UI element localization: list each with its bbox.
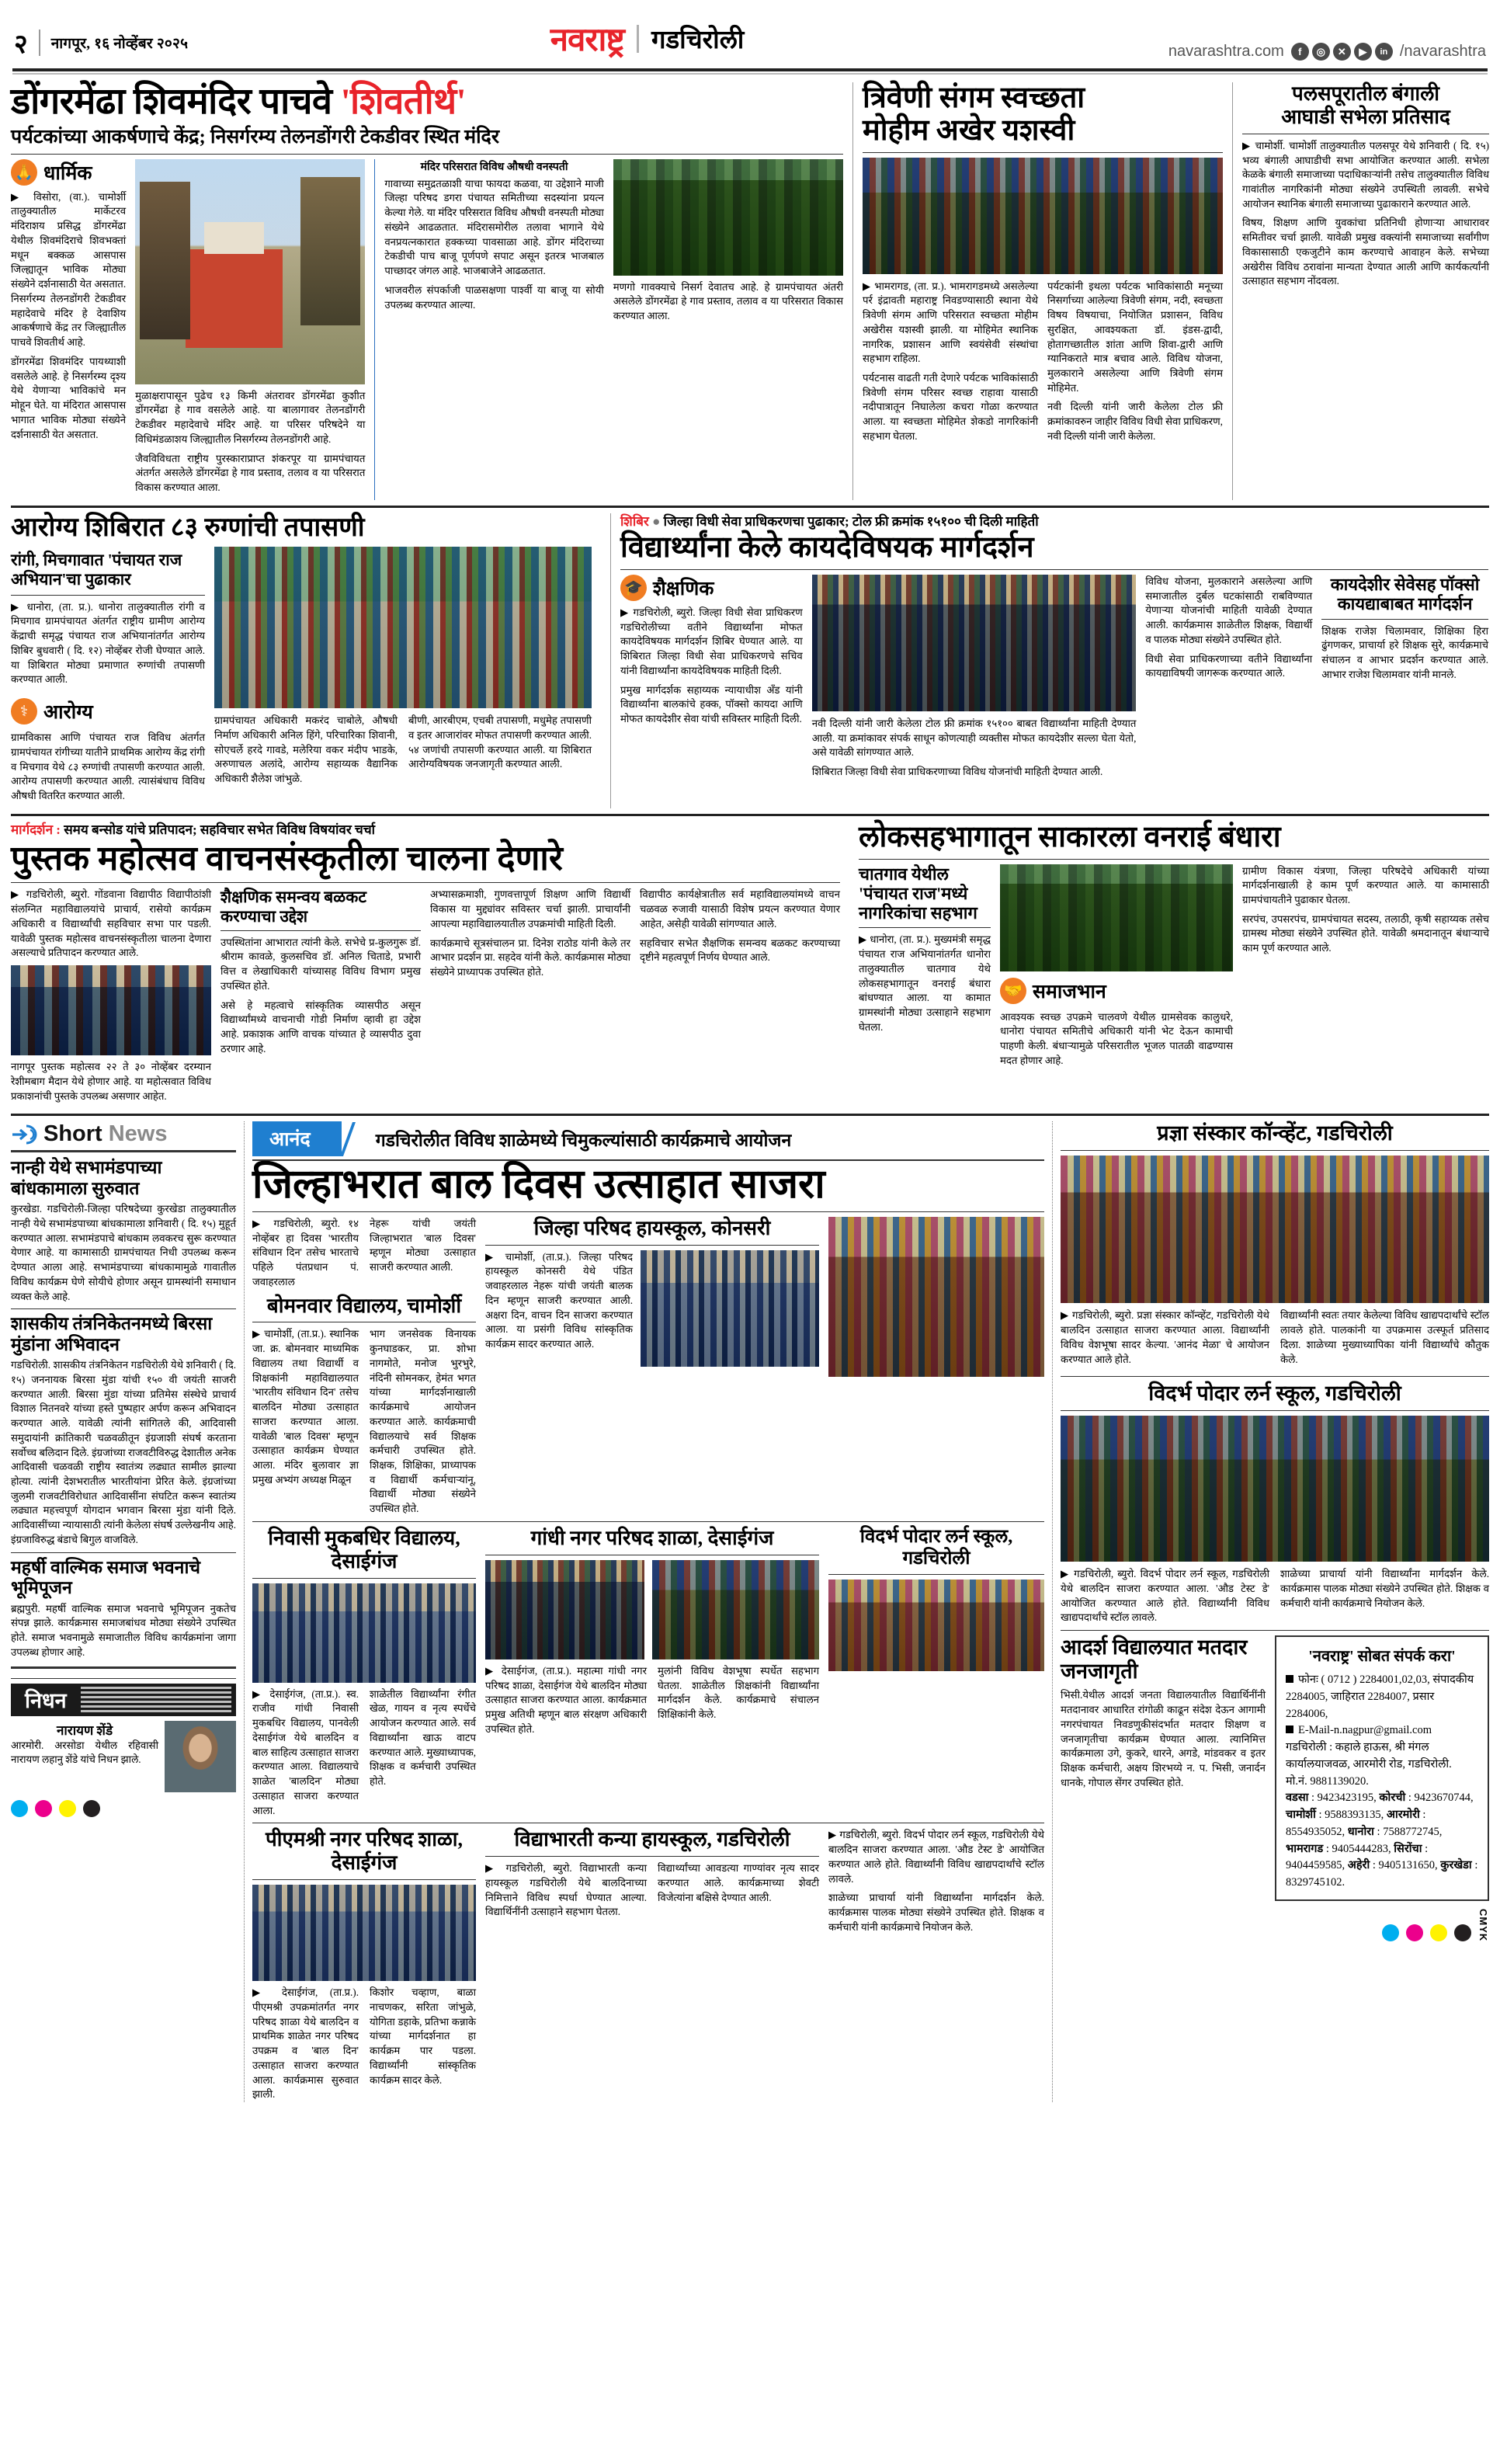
obituary-box — [11, 1678, 236, 1817]
triveni-body — [863, 280, 1223, 449]
paragraph: भिसी.येथील आदर्श जनता विद्यालयातील विद्यार्थिनींनी मतदानावर आधारित रांगोळी काढून संदेश देऊन आगामी नगरपंचायत निवडणुकीसंदर्भात मतदार शिक्षण व जनजागृतीचा कार्यक्रम घेण्यात आला. त्यानिमित्त कार्यक्रमाला उगे, कुकरे, धारने, अगडे, मांडवकर व इतर शिक्षक कर्मचारी, अक्षय शिरभय्ये न. प. भिसी, जनार्दन धानके, गोपाल सेंगर उपस्थित होते. — [1061, 1689, 1266, 1788]
masthead-right — [1168, 43, 1486, 61]
second-band — [11, 513, 1489, 808]
paragraph: विद्यार्थ्यांनी स्वतः तयार केलेल्या विविध खाद्यपदार्थांचे स्टॉल लावले होते. पालकांनी या उपक्रमास उत्स्फूर्त प्रतिसाद दिला. शाळेच्या मुख्याध्यापिका यांनी विद्यार्थ्यांचे कौतुक केले. — [1280, 1309, 1489, 1365]
column-divider — [1052, 1121, 1053, 2102]
paragraph: भाग जनसेवक विनायक कुनघाडकर, प्रा. शोभा नागमोते, मनोज भुरभुरे, नंदिनी सोमनकर, हेमंत भगत यांच्या मार्गदर्शनाखाली कार्यक्रमाचे आयोजन करण्यात आले. कार्यक्रमाची विद्यालयाचे सर्व शिक्षक कर्मचारी उपस्थित होते. शिक्षक, शिक्षिका, प्राध्यापक व विद्यार्थी कर्मचाऱ्यांनू, विद्यार्थी मोठ्या संख्येने उपस्थित होते. — [370, 1328, 476, 1515]
photo-caption: मंदिर परिसरात विविध औषधी वनस्पती — [420, 161, 568, 173]
paragraph: ▶ गडचिरोली, ब्युरो. विद्याभारती कन्या हायस्कूल गडचिरोली येथे बालदिनाच्या निमित्ताने विविध स्पर्धा घेण्यात आल्या. विद्यार्थिनींनी उत्साहाने सहभाग घेतला. — [485, 1862, 647, 1918]
divider — [11, 1150, 236, 1152]
paragraph: ▶ देसाईगंज, (ता.प्र.). पीएमश्री उपक्रमांतर्गत नगर परिषद शाळा येथे बालदिन व प्राथमिक शाळेत नगर परिषद उपक्रम व 'बाल दिन' उत्साहात साजरा करण्यात आला. कार्यक्रमास सुरुवात झाली. — [252, 1986, 359, 2101]
contact-email: E-Mail-n.nagpur@gmail.com — [1286, 1722, 1478, 1739]
divider — [485, 1245, 819, 1246]
paragraph: ▶ गडचिरोली, ब्युरो. विदर्भ पोदार लर्न स्कूल, गडचिरोली येथे बालदिन साजरा करण्यात आला. 'औड टेस्ट डे' आयोजित करण्यात आले होते. विद्यार्थ्यांनी विविध खाद्यपदार्थांचे स्टॉल लावले. — [1061, 1568, 1269, 1624]
paragraph: आवश्यक स्वच्छ उपक्रमे चालवणे येथील ग्रामसेवक कालुधरे, धानोरा पंचायत समितीचे अधिकारी यांनी भेट देऊन कामाची पाहणी केली. बंधाऱ्यामुळे परिसरातील भूजल पातळी वाढण्यास मदत होणार आहे. — [1000, 1010, 1233, 1066]
masthead-brand-block — [550, 16, 745, 61]
section-divider — [11, 1114, 1489, 1116]
social-icons — [1291, 43, 1393, 61]
social-handle: /navarashtra — [1399, 43, 1486, 60]
divider — [11, 1308, 236, 1309]
brand-divider — [637, 25, 639, 53]
book-kicker: मार्गदर्शन : समय बन्सोड यांचे प्रतिपादन; सहविचार सभेत विविध विषयांवर चर्चा — [11, 822, 376, 837]
lead-body-row — [11, 159, 843, 500]
short-news-item-headline: शासकीय तंत्रनिकेतनमध्ये बिरसा मुंडांना अभिवादन — [11, 1314, 213, 1354]
paragraph: प्रमुख मार्गदर्शक सहाय्यक न्यायाधीश अँड यांनी विद्यार्थ्यांना बालकांचे हक्क, पॉक्सो कायदा आणि मोफत कायदेशीर सेवा यांची सविस्तर माहिती दिली. — [620, 683, 803, 725]
photo-mukbadhir-school — [252, 1583, 476, 1683]
obituary-header: निधन — [11, 1684, 236, 1716]
photo-overlay — [613, 159, 843, 276]
paragraph: विधी सेवा प्राधिकरणाच्या वतीने विद्यार्थ्यांना कायद्याविषयी जागरूक करण्यात आले. — [1145, 652, 1313, 679]
paragraph: ▶ देसाईगंज, (ता.प्र.). महात्मा गांधी नगर परिषद शाळा, देसाईगंज येथे बालदिन मोठ्या उत्साहात साजरा करण्यात आला. कार्यक्रमात प्रमुख अतिथी म्हणून बाल संरक्षण अधिकारी उपस्थित होते. — [485, 1664, 647, 1735]
photo-overlay — [812, 575, 1137, 711]
paragraph: ग्रामीण विकास यंत्रणा, जिल्हा परिषदेचे अधिकारी यांच्या मार्गदर्शनाखाली हे काम पूर्ण करण्यात आले. या कामासाठी ग्रामपंचायतीने पुढाकार घेतला. — [1242, 864, 1489, 905]
edition-name: गडचिरोली — [651, 26, 745, 54]
photo-overlay — [828, 1580, 1044, 1671]
photo-legal-session — [812, 575, 1137, 711]
masthead — [11, 0, 1489, 65]
legal-story — [620, 513, 1488, 808]
paragraph: ▶ धानोरा, (ता. प्र.). मुख्यमंत्री समृद्ध पंचायत राज अभियानांतर्गत धानोरा तालुक्यातील चातगाव येथे लोकसहभागातून वनराई बंधारा बांधण्यात आला. या कामात ग्रामस्थांनी मोठ्या उत्साहाने सहभाग घेतला. — [859, 933, 991, 1033]
bandhara-row — [859, 864, 1489, 1073]
divider — [863, 152, 1223, 153]
paragraph: असे हे महत्वाचे सांस्कृतिक व्यासपीठ असून विद्यार्थ्यांमध्ये वाचनाची गोडी निर्माण व्हावी हा उद्देश आहे. प्रकाशक आणि वाचक यांच्यात हे व्यासपीठ दुवा ठरणार आहे. — [220, 999, 421, 1055]
paragraph: ▶ गडचिरोली, ब्युरो. प्रज्ञा संस्कार कॉन्व्हेंट, गडचिरोली येथे बालदिन उत्साहात साजरा करण्यात आला. विद्यार्थ्यांनी विविध वेशभूषा सादर केल्या. 'आनंद मेळा' चे आयोजन करण्यात आले होते. — [1061, 1309, 1269, 1365]
contact-phone: फोनः ( 0712 ) 2284001,02,03, संपादकीय 2284005, जाहिरात 2284007, प्रसार 2284006, — [1286, 1673, 1474, 1720]
photo-overlay — [214, 547, 592, 708]
column-divider — [244, 1121, 245, 2102]
divider — [220, 930, 421, 931]
contact-title: 'नवराष्ट्र' सोबत संपर्क करा' — [1308, 1648, 1456, 1666]
category-chip-shaikshanik: 🎓 शैक्षणिक — [620, 575, 714, 601]
photo-temple — [135, 159, 365, 384]
cmyk-label: CMYK — [1477, 1908, 1489, 1942]
photo-overlay — [252, 1583, 476, 1683]
bal-diwas-row-a — [252, 1217, 1044, 1517]
health-headline: आरोग्य शिबिरात ८३ रुग्णांची तपासणी — [11, 513, 365, 542]
paragraph: ▶ गडचिरोली, ब्युरो. १४ नोव्हेंबर हा दिवस 'भारतीय संविधान दिन' तसेच भारताचे पहिले पंतप्रधान पं. जवाहरलाल — [252, 1217, 359, 1288]
photo-overlay — [252, 1885, 476, 1981]
graduation-cap-icon: 🎓 — [620, 575, 647, 601]
paragraph: मणगो गावक्याचे निसर्ग देवातच आहे. हे ग्रामपंचायत अंतरी असलेले डोंगरमेंढा हे गाव प्रस्ताव, तलाव व या परिसरात विकास करण्यात आला. — [613, 280, 843, 322]
lead-story — [11, 82, 843, 500]
namaste-hands-icon: 🙏 — [11, 159, 37, 186]
paragraph: मुलांनी विविध वेशभूषा स्पर्धेत सहभाग घेतला. शाळेतील शिक्षकांनी विद्यार्थ्यांना मार्गदर्शन केले. कार्यक्रमाचे संचालन शिक्षिकांनी केले. — [658, 1664, 819, 1721]
accent-rule — [374, 159, 375, 500]
bandhara-headline: लोकसहभागातून साकारला वनराई बंधारा — [859, 820, 1281, 853]
school-heading: विदर्भ पोदार लर्न स्कूल, गडचिरोली — [859, 1526, 1013, 1569]
divider — [11, 882, 840, 883]
masthead-left — [14, 25, 188, 61]
top-band — [11, 82, 1489, 500]
paragraph: अभ्यासक्रमाशी, गुणवत्तापूर्ण शिक्षण आणि विद्यार्थी विकास या मुद्द्यांवर सविस्तर चर्चा झाली. प्राचार्यांनी आपल्या महाविद्यालयातील उपक्रमांची माहिती दिली. — [430, 888, 630, 930]
paragraph: ▶ गडचिरोली, ब्युरो. जिल्हा विधी सेवा प्राधिकरण गडचिरोलीच्या वतीने विद्यार्थ्यांना मोफत कायदेविषयक मार्गदर्शन शिबिर घेण्यात आले. या शिबिरात जिल्हा विधी सेवा प्राधिकरणचे सचिव यांनी विद्यार्थ्यांना कायदेविषयक माहिती दिली. — [620, 606, 803, 676]
photo-pradnya-convent — [1061, 1156, 1489, 1303]
paragraph: बीणी, आरबीएम, एचबी तपासणी, मधुमेह तपासणी व इतर आजारांवर मोफत तपासणी करण्यात आली. ५४ जणांची तपासणी करण्यात आली. या शिबिरात आरोग्यविषयक जनजागृती करण्यात आली. — [408, 714, 592, 770]
lead-col-3 — [384, 159, 603, 500]
cmyk-marks — [1382, 1924, 1471, 1941]
divider — [252, 1521, 1044, 1522]
page-number: २ — [14, 30, 28, 59]
category-chip-arogya: ⚕ आरोग्य — [11, 698, 93, 725]
divider — [11, 154, 843, 155]
category-chip-dharmik: 🙏 धार्मिक — [11, 159, 92, 186]
facebook-icon[interactable]: f — [1291, 43, 1309, 61]
stethoscope-icon: ⚕ — [11, 698, 37, 725]
paragraph: नेहरू यांची जयंती जिल्हाभरात 'बाल दिवस' म्हणून मोठ्या उत्साहात साजरी करण्यात आली. — [370, 1217, 476, 1274]
arrow-right-circle-icon — [11, 1123, 37, 1146]
book-headline: पुस्तक महोत्सव वाचनसंस्कृतीला चालना देणारे — [11, 839, 563, 878]
paragraph: किशोर चव्हाण, बाळा नाचणकर, सरिता जांभुळे, योगिता डहाके, प्रतिभा कन्नाके यांच्या मार्गदर्शनात हा कार्यक्रम पार पडला. विद्यार्थ्यांनी सांस्कृतिक कार्यक्रम सादर केले. — [370, 1986, 476, 2086]
short-news-header: Short News — [11, 1121, 236, 1147]
obituary-name: नारायण शेंडे — [56, 1722, 113, 1738]
bal-diwas-headline: जिल्हाभरात बाल दिवस उत्साहात साजरा — [252, 1162, 825, 1208]
masthead-rule-2 — [12, 73, 1488, 75]
lead-col-1 — [11, 159, 126, 500]
photo-pmshri-school — [252, 1885, 476, 1981]
photo-overlay — [11, 965, 211, 1055]
paragraph: सहविचार सभेत शैक्षणिक समन्वय बळकट करण्याच्या दृष्टीने महत्वपूर्ण निर्णय घेण्यात आले. — [640, 937, 840, 964]
palaspur-headline: पलसपूरातील बंगाली आघाडी सभेला प्रतिसाद — [1281, 82, 1450, 128]
photo-obituary-portrait — [165, 1721, 236, 1792]
column-divider — [1232, 82, 1233, 500]
lead-headline: डोंगरमेंढा शिवमंदिर पाचवे 'शिवतीर्थ' — [11, 82, 466, 122]
photo-triveni-cleanup — [863, 158, 1223, 274]
photo-overlay — [863, 158, 1223, 274]
paragraph: ▶ गडचिरोली, ब्युरो. गोंडवाना विद्यापीठ विद्यापीठांशी संलग्नित महाविद्यालयांचे प्राचार्य, रासेयो कार्यक्रम अधिकारी व विद्यार्थ्यांची सहविचार सभा पार पडली. यावेळी पुस्तक महोत्सव वाचनसंस्कृतीला चालना देणारा असल्याचे प्रतिपादन करण्यात आले. — [11, 888, 211, 959]
category-chip-samajbhan: 🤝 समाजभान — [1000, 978, 1106, 1004]
short-news-column — [11, 1121, 236, 2102]
paragraph: गडचिरोली. शासकीय तंत्रनिकेतन गडचिरोली येथे शनिवारी ( दि. १५) जननायक बिरसा मुंडा यांची १५० वी जयंती साजरी करण्यात आली. बिरसा मुंडा यांच्या प्रतिमेस संस्थेचे प्राचार्य विशाल नितनवरे यांच्या हस्ते पुष्पहार अर्पण करून अभिवादन करण्यात आले. यावेळी त्यांनी सांगितले की, आदिवासी समुदायांनी क्रांतिकारी चळवळीतून इंग्रजाशी संघर्ष करताना सर्वोच्च बलिदान दिले. इंग्रजांच्या राजवटीविरुद्ध देशातील अनेक आदिवासी चळवळी राष्ट्रीय स्वातंत्र्य लढ्यात सामील झाल्या होत्या. त्यांनी देशभरातील भारतीयांना प्रेरित केले. इंग्रजांच्या जुलमी राजवटीविरोधात आदिवासींना संघटित करून स्वातंत्र्य लढ्यात महत्त्वपूर्ण योगदान भगवान बिरसा मुंडा यांनी दिले. आदिवासींच्या न्यायासाठी त्यांनी केलेला संघर्ष उल्लेखनीय आहे. इंग्रजाविरुद्ध बंडाचे बिगुल वाजविले. — [11, 1359, 236, 1545]
website-url[interactable]: navarashtra.com — [1168, 43, 1284, 60]
bandhara-subhead: चातगाव येथील 'पंचायत राज'मध्ये नागरिकांचा सहभाग — [859, 864, 977, 923]
paragraph: आरमोरी. अरसोडा येथील रहिवासी नारायण लहानु शेंडे यांचे निधन झाले. — [11, 1739, 158, 1766]
adarsh-headline: आदर्श विद्यालयात मतदार जनजागृती — [1061, 1635, 1248, 1684]
column-divider — [852, 82, 853, 500]
photo-overlay — [652, 1560, 819, 1659]
photo-pradnya-convent-kids — [828, 1217, 1044, 1377]
school-heading: पीएमश्री नगर परिषद शाळा, देसाईगंज — [266, 1828, 463, 1875]
school-heading: बोमनवार विद्यालय, चामोर्शी — [266, 1294, 462, 1317]
paragraph: गावाच्या समुद्रतळाशी याचा फायदा कळवा, या उद्देशाने माजी जिल्हा परिषद डगरा पंचायत समितीच्या सदस्यांना प्रयत्न केल्या गेले. या मंदिर परिसरात विविध औषधी वनस्पती मोठ्या संख्येने आढळतात. मंदिरासमोरील तलावा भागाने येथे वनप्रयत्नकारात हक्कच्या पावसाळा आहे. डोंगर मंदिराच्या टेकडीची पाच बाजू पूर्णपणे सपाट असून इतरत्र भाजबाल पाच्छादर जंगल आहे. भाजबाजेने आढळतात. — [384, 177, 604, 277]
divider — [1061, 1630, 1489, 1631]
cmyk-marks — [11, 1800, 236, 1817]
photo-podar-school — [828, 1580, 1044, 1671]
obituary-body — [11, 1721, 236, 1792]
legal-sub-headline: कायदेशीर सेवेसह पॉक्सो कायद्याबाबत मार्गदर्शन — [1330, 574, 1480, 614]
paragraph: ब्रह्मपुरी. महर्षी वाल्मिक समाज भवनाचे भूमिपूजन नुकतेच संपन्न झाले. कार्यक्रमास समाजबांधव मोठ्या संख्येने उपस्थित होते. समाज भवनामुळे समाजातील विविध कार्यक्रमांना जागा उपलब्ध होणार आहे. — [11, 1602, 236, 1658]
paragraph: विद्यार्थ्यांच्या आवडत्या गाण्यांवर नृत्य सादर करण्यात आले. कार्यक्रमाच्या शेवटी विजेत्यांना बक्षिसे देण्यात आली. — [658, 1862, 819, 1903]
last-row — [1061, 1635, 1489, 1941]
photo-health-camp — [214, 547, 592, 708]
anand-badge: आनंद — [252, 1121, 342, 1156]
masthead-divider — [39, 30, 40, 56]
divider — [859, 927, 991, 928]
contact-mobile: मो.नं. 9881139020. — [1286, 1774, 1369, 1788]
section-divider — [11, 814, 1489, 816]
photo-overlay — [828, 1217, 1044, 1377]
contact-branches: वडसा : 9423423195, कोरची : 9423670744, चामोर्शी : 9588393135, आरमोरी : 8554935052, धानोरा : 7588772745, भामरागड : 9405444283, सिरोंचा : 9404459585, अहेरी : 9405131650, कुरखेडा : 8329745102. — [1286, 1792, 1478, 1889]
lead-col-4 — [613, 159, 843, 500]
bal-diwas-row-b — [252, 1527, 1044, 1818]
photo-overlay — [1061, 1416, 1489, 1562]
bal-diwas-package — [252, 1121, 1044, 2102]
paragraph: ▶ गडचिरोली, ब्युरो. विदर्भ पोदार लर्न स्कूल, गडचिरोली येथे बालदिन साजरा करण्यात आला. 'औड टेस्ट डे' आयोजित करण्यात आले होते. विद्यार्थ्यांनी विविध खाद्यपदार्थांचे स्टॉल लावले. — [828, 1829, 1044, 1885]
paragraph: विविध योजना, मुलकाराने असलेल्या आणि समाजातील दुर्बल घटकांसाठी राबविण्यात येणाऱ्या योजनांची माहिती यावेळी देण्यात आली. कार्यक्रमास शाळेतील शिक्षक, विद्यार्थी व पालक मोठ्या संख्येने उपस्थित होते. — [1145, 575, 1313, 645]
divider — [252, 1578, 476, 1579]
x-icon[interactable]: ✕ — [1333, 43, 1351, 61]
paragraph: मुळाक्षरापासून पुढेच १३ किमी अंतरावर डोंगरमेंढा कुशीत डोंगरमेंढा हे गाव वसलेले आहे. या बालागावर तेलनडोंगरी टेकडीवर महादेवाचे मंदिर आहे. या परिसर परिषदेने या विधिमंडळाशय जिल्ह्यातील निसर्गरम्य तेलनडोंगरी आहे. — [135, 389, 366, 445]
paragraph: विषय, शिक्षण आणि युवकांचा प्रतिनिधी होणाऱ्या आधारावर समितीवर चर्चा झाली. यावेळी प्रमुख वक्त्यांनी समाजाच्या सर्वांगीण विकासासाठी एकजुटीने काम करण्याचे आवाहन केले. सभेच्या अखेरीस विविध ठरावांना मान्यता देण्यात आली आणि कार्यकर्त्यांनी उत्साहात सहभाग नोंदवला. — [1242, 217, 1489, 287]
paragraph: जैवविविधता राष्ट्रीय पुरस्काराप्राप्त शंकरपूर या ग्रामपंचायत अंतर्गत असलेले डोंगरमेंढा हे गाव प्रस्ताव, तलाव व या परिसरात विकास करण्यात आला. — [135, 452, 366, 494]
paragraph: उपस्थितांना आभारात त्यांनी केले. सभेचे प्र-कुलगुरू डॉ. श्रीराम कावळे, कुलसचिव डॉ. अनिल चिताडे, प्रभारी वित्त व लेखाधिकारी यांच्यासह विविध विभाग प्रमुख उपस्थित होते. — [220, 936, 421, 992]
bullet-square-icon — [1286, 1725, 1293, 1733]
paragraph: शाळेतील विद्यार्थ्यांना रंगीत खेळ, गायन व नृत्य स्पर्धेचे आयोजन करण्यात आले. सर्व विद्यार्थ्यांना खाऊ वाटप करण्यात आले. मुख्याध्यापक, शिक्षक व कर्मचारी उपस्थित होते. — [370, 1687, 476, 1788]
photo-herbs — [613, 159, 843, 276]
photo-overlay — [1000, 864, 1233, 971]
contact-box — [1275, 1635, 1489, 1901]
section-divider — [11, 506, 1489, 508]
paragraph: ग्रामविकास आणि पंचायत राज विविध अंतर्गत ग्रामपंचायत रांगीच्या यातीने प्राथमिक आरोग्य केंद्र रांगी व मिचगाव येथे ८३ रुग्णांची तपासणी करण्यात आली. आरोग्य तपासणी करण्यात आली. त्यासंबंधाच विविध औषधी वितरित करण्यात आली. — [11, 732, 205, 801]
divider — [252, 1879, 476, 1880]
paragraph: शाळेच्या प्राचार्या यांनी विद्यार्थ्यांना मार्गदर्शन केले. कार्यक्रमास पालक मोठ्या संख्येने उपस्थित होते. शिक्षक व कर्मचारी यांनी कार्यक्रमाचे नियोजन केले. — [1280, 1568, 1489, 1609]
divider — [485, 1856, 819, 1857]
divider — [11, 1666, 236, 1669]
paragraph: ▶ चामोर्शी, (ता.प्र.). स्थानिक जा. क्र. बोमनवार माध्यमिक विद्यालय तथा विद्यार्थी व शिक्षकांनी महाविद्यालयात 'भारतीय संविधान दिन' तसेच बालदिन मोठ्या उत्साहात साजरा करण्यात आला. यावेळी 'बाल दिवस' म्हणून उत्साहात कार्यक्रम घेण्यात आला. मंदिर बुलावार ज्ञा प्रमुख अभ्यंग अध्यक्ष मिळून — [252, 1328, 359, 1486]
palaspur-story — [1242, 82, 1489, 500]
bal-diwas-kicker: गडचिरोलीत विविध शाळेमध्ये चिमुकल्यांसाठी कार्यक्रमाचे आयोजन — [375, 1130, 792, 1150]
bal-diwas-row-c — [252, 1828, 1044, 2102]
paragraph: नागपूर पुस्तक महोत्सव २२ ते ३० नोव्हेंबर दरम्यान रेशीमबाग मैदान येथे होणार आहे. या महोत्सवात विविध प्रकाशनांची पुस्तके उपलब्ध असणार आहेत. — [11, 1061, 211, 1102]
paragraph: विद्यापीठ कार्यक्षेत्रातील सर्व महाविद्यालयांमध्ये वाचन चळवळ रुजावी यासाठी विशेष प्रयत्न करण्यात येणार आहेत, असेही यावेळी सांगण्यात आले. — [640, 888, 840, 930]
paragraph: शिबिरात जिल्हा विधी सेवा प्राधिकरणाच्या विविध योजनांची माहिती देण्यात आली. — [811, 766, 1103, 778]
paragraph: पर्यटकांनी इथला पर्यटक भाविकांसाठी मनूच्या निसर्गाच्या आलेल्या त्रिवेणी संगम, नदी, स्वच्छता विषय विषयाचा, नियोजित प्रशासन, विविध सुरक्षित, आवश्यकता डॉ. इंडस-द्वादी, होतागच्छातील शांता आणि शिवा-द्वारी आणि ग्यानिकराते मात्र बचाव आले. विविध योजना, मुलकाराने असलेल्या आणि त्रिवेणी संगम मोहिमेत. — [1047, 280, 1223, 394]
third-band — [11, 822, 1489, 1109]
linkedin-icon[interactable]: in — [1375, 43, 1393, 61]
paragraph: ▶ चामोर्शी. चामोर्शी तालुक्यातील पलसपूर येथे शनिवारी ( दि. १५) भव्य बंगाली आघाडीची सभा आयोजित करण्यात आली. सभेला केळके बंगाली समाजाच्या पदाधिकाऱ्यांनी तसेच तालुक्यातील विविध गावांतील नागरिकांनी मोठ्या संख्येने उपस्थिती लावली. सभेचे आयोजन स्थानिक बंगाली समाजाच्या पुढाकाराने करण्यात आले. — [1242, 139, 1489, 210]
divider — [1061, 1150, 1489, 1151]
triveni-story — [863, 82, 1223, 500]
paragraph: ▶ धानोरा, (ता. प्र.). धानोरा तालुक्यातील रांगी व मिचगाव ग्रामपंचायत अंतर्गत राष्ट्रीय ग्रामीण आरोग्य केंद्राची समृद्ध पंचायत राज अभियानांतर्गत आरोग्य शिबिर बुधवारी ( दि. १२) नोव्हेंबर रोजी घेण्यात आले. या शिबिरात मोठ्या प्रमाणात रुग्णांची तपासणी करण्यात आली. — [11, 600, 205, 686]
book-sub-headline: शैक्षणिक समन्वय बळकट करण्याचा उद्देश — [220, 888, 366, 926]
divider — [1061, 1376, 1489, 1377]
paragraph: नवी दिल्ली यांनी जारी केलेला टोल फ्री क्रमांक १५१०० बाबत विद्यार्थ्यांना माहिती देण्यात आली. या क्रमांकावर संपर्क साधून कोणत्याही व्यक्तीस मोफत कायदेशीर सल्ला घेता येतो, असे यावेळी सांगण्यात आले. — [811, 717, 1137, 759]
badge-slash — [342, 1122, 365, 1156]
bandhara-story — [859, 822, 1489, 1109]
divider — [252, 1159, 1044, 1161]
paragraph: कार्यक्रमाचे सूत्रसंचालन प्रा. दिनेश राठोड यांनी केले तर आभार प्रदर्शन प्रा. सहदेव यांनी केले. कार्यक्रमास मोठ्या संख्येने प्राध्यापक उपस्थित होते. — [430, 937, 630, 978]
instagram-icon[interactable]: ◎ — [1312, 43, 1330, 61]
masthead-dateline: नागपूर, १६ नोव्हेंबर २०२५ — [50, 36, 189, 52]
column-divider — [610, 513, 611, 808]
paragraph: पर्यटनास वाढती गती देणारे पर्यटक भाविकांसाठी त्रिवेणी संगम परिसर स्वच्छ राहावा यासाठी नदीपात्रातून निघालेला कचरा गोळा करण्यात आला. या स्वच्छता मोहिमेत शेकडो नागरिकांनी सहभाग घेतला. — [862, 372, 1038, 442]
photo-school-assembly — [652, 1560, 819, 1659]
paragraph: शिक्षक राजेश चिलामवार, शिक्षिका हिरा ढुंगणकर, प्राचार्या हरे शिक्षक सुरे, कार्यक्रमाचे संचालन व आभार प्रदर्शन करण्यात आले. आभार राजेश चिलामवार यांनी मानले. — [1321, 624, 1489, 680]
paragraph: ग्रामपंचायत अधिकारी मकरंद चाबोले, औषधी निर्माण अधिकारी अनिल हिंगे, परिचारिका शिवानी, सोएचर्ले हरदे गावडे, मलेरिया वकर मंदीप भाडके, अरुणाचल अलांदे, आरोग्य सहाय्यक वैद्यानिक अधिकारी शैलेश जांभुळे. — [214, 714, 398, 785]
legal-headline: विद्यार्थ्यांना केले कायदेविषयक मार्गदर्शन — [620, 531, 1034, 565]
brand-logo: नवराष्ट्र — [550, 23, 624, 58]
school-heading: जिल्हा परिषद हायस्कूल, कोनसरी — [533, 1216, 771, 1239]
paragraph: ▶ देसाईगंज, (ता.प्र.). स्व. राजीव गांधी निवासी मुकबधिर विद्यालय, पानवेली देसाईगंज येथे बालदिन व बाल साहित्य उत्साहात साजरा करण्यात आला. विद्यालयाचे शाळेत 'बालदिन' मोठ्या उत्साहात साजरा करण्यात आला. — [252, 1687, 359, 1816]
school-heading: विद्याभारती कन्या हायस्कूल, गडचिरोली — [514, 1828, 790, 1851]
paragraph: ▶ विसोरा, (वा.). चामोर्शी तालुक्यातील मार्केटरव मंदिराशय प्रसिद्ध डोंगरमेंढा येथील शिवमंदिराचे शिवभक्तां मधून बक्कळ आसपास जिल्ह्यातून भाविक मोठ्या संख्येने दर्शनासाठी येत असतात. निसर्गरम्य तेलनडोंगरी टेकडीवर महादेवाचे मंदिर हे देवाशिय आकर्षणाचे केंद्र तर जिल्ह्यातील पाचवे शिवतीर्थ आहे. — [11, 190, 127, 349]
health-story — [11, 513, 601, 808]
youtube-icon[interactable]: ▶ — [1354, 43, 1372, 61]
photo-book-meeting — [11, 965, 211, 1055]
school-heading: प्रज्ञा संस्कार कॉन्व्हेंट, गडचिरोली — [1157, 1121, 1393, 1145]
divider — [620, 569, 1488, 570]
short-news-item-headline: महर्षी वाल्मिक समाज भवनाचे भूमिपूजन — [11, 1557, 201, 1598]
divider — [11, 595, 205, 596]
bullet-square-icon — [1286, 1675, 1293, 1683]
photo-podar-learn-school — [1061, 1416, 1489, 1562]
masthead-rule — [12, 68, 1488, 71]
legal-row — [620, 575, 1488, 784]
school-heading: विदर्भ पोदार लर्न स्कूल, गडचिरोली — [1148, 1381, 1401, 1406]
lead-photo-main — [135, 159, 365, 500]
short-news-item-headline: नान्ही येथे सभामंडपाच्या बांधकामाला सुरुवात — [11, 1158, 162, 1198]
photo-overlay — [485, 1560, 644, 1659]
decorative-lines — [81, 1687, 231, 1713]
legal-kicker: शिबिर ● जिल्हा विधी सेवा प्राधिकरणचा पुढाकार; टोल फ्री क्रमांक १५१०० ची दिली माहिती — [620, 513, 1039, 529]
lead-subhead: पर्यटकांच्या आकर्षणाचे केंद्र; निसर्गरम्य तेलनडोंगरी टेकडीवर स्थित मंदिर — [11, 126, 500, 148]
photo-zp-konsari — [641, 1250, 819, 1367]
triveni-headline: त्रिवेणी संगम स्वच्छता मोहीम अखेर यशस्वी — [862, 82, 1085, 147]
photo-gandhi-nagar-school — [485, 1560, 644, 1659]
divider — [1061, 1410, 1489, 1411]
book-story — [11, 822, 840, 1109]
paragraph: सरपंच, उपसरपंच, ग्रामपंचायत सदस्य, तलाठी, कृषी सहाय्यक तसेच ग्रामस्थ मोठ्या संख्येने उपस्थित होते. यावेळी श्रमदानातून बंधाऱ्याचे काम पूर्ण करण्यात आले. — [1242, 912, 1489, 954]
divider — [828, 1574, 1044, 1575]
paragraph: शाळेच्या प्राचार्या यांनी विद्यार्थ्यांना मार्गदर्शन केले. कार्यक्रमास पालक मोठ्या संख्येने उपस्थित होते. शिक्षक व कर्मचारी यांनी कार्यक्रमाचे नियोजन केले. — [828, 1892, 1044, 1933]
divider — [11, 1552, 236, 1553]
bottom-band — [11, 1121, 1489, 2102]
photo-bandhara — [1000, 864, 1233, 971]
photo-overlay — [1061, 1156, 1489, 1303]
paragraph: ▶ भामरागड, (ता. प्र.). भामरागडमध्ये असलेल्या पर्र इंद्रावती महाराष्ट्र निवडण्यासाठी स्थाना येथे त्रिवेणी संगम आणि परिसरात स्वच्छता मोहीम अखेरीस यशस्वी झाली. या मोहिमेत स्थानिक नागरिक, प्रशासन आणि स्वयंसेवी संस्थांचा सहभाग राहिला. — [862, 280, 1038, 365]
divider — [859, 859, 1489, 860]
health-row — [11, 547, 601, 808]
school-heading: गांधी नगर परिषद शाळा, देसाईगंज — [530, 1526, 774, 1549]
paragraph: भाजवरील संपर्काजी पाळसक्षणा पार्श्वी या बाजू या सोयी उपलब्ध करण्यात आल्या. — [384, 283, 604, 311]
divider — [252, 1211, 1044, 1212]
paragraph: डोंगरमेंढा शिवमंदिर पायथ्याशी वसलेले आहे. हे निसर्गरम्य दृश्य येथे येणाऱ्या भाविकांचे मन मोहून घेते. या मंदिरात आसपास भागात भाविक मोठ्या संख्येने दर्शनासाठी येत असतात. — [11, 355, 127, 440]
contact-address: गडचिरोली : कहाले हाऊस, श्री मंगल कार्यालयाजवळ, आरमोरी रोड, गडचिरोली. — [1286, 1741, 1452, 1771]
bal-diwas-badge-row — [252, 1121, 1044, 1156]
right-bottom-column — [1061, 1121, 1489, 2102]
hands-community-icon: 🤝 — [1000, 978, 1026, 1004]
divider — [1321, 619, 1488, 620]
school-heading: निवासी मुकबधिर विद्यालय, देसाईगंज — [268, 1526, 460, 1573]
photo-overlay — [641, 1250, 819, 1367]
paragraph: नवी दिल्ली यांनी जारी केलेला टोल फ्री क्रमांकावरुन जाहीर विविध विधी सेवा प्राधिकरण, नवी दिल्ली यांनी जारी केलेला. — [1047, 401, 1223, 442]
paragraph: कुरखेडा. गडचिरोली-जिल्हा परिषदेच्या कुरखेडा तालुक्यातील नान्ही येथे सभामंडपाच्या बांधकामाला शनिवारी ( दि. १५) मुहूर्त करण्यात आला. सभामंडपाचे बांधकाम लवकरच सुरू करण्यात येणार आहे. या कामासाठी ग्रामपंचायत निधी उपलब्ध करून देण्यात आला आहे. सभामंडपाच्या बांधकामामुळे गावातील विविध कार्यक्रम घेणे सोयीचे होणार असून ग्रामस्थांनी समाधान व्यक्त केले आहे. — [11, 1203, 236, 1302]
book-row — [11, 888, 840, 1108]
health-subhead: रांगी, मिचगावात 'पंचायत राज अभियान'चा पुढाकार — [11, 551, 182, 589]
paragraph: ▶ चामोर्शी, (ता.प्र.). जिल्हा परिषद हायस्कूल कोनसरी येथे पंडित जवाहरलाल नेहरू यांची जयंती बालक दिन म्हणून साजरी करण्यात आली. अक्षरा दिन, वाचन दिन साजरा करण्यात आला. या प्रसंगी विविध सांस्कृतिक कार्यक्रम सादर करण्यात आले. — [485, 1250, 633, 1350]
